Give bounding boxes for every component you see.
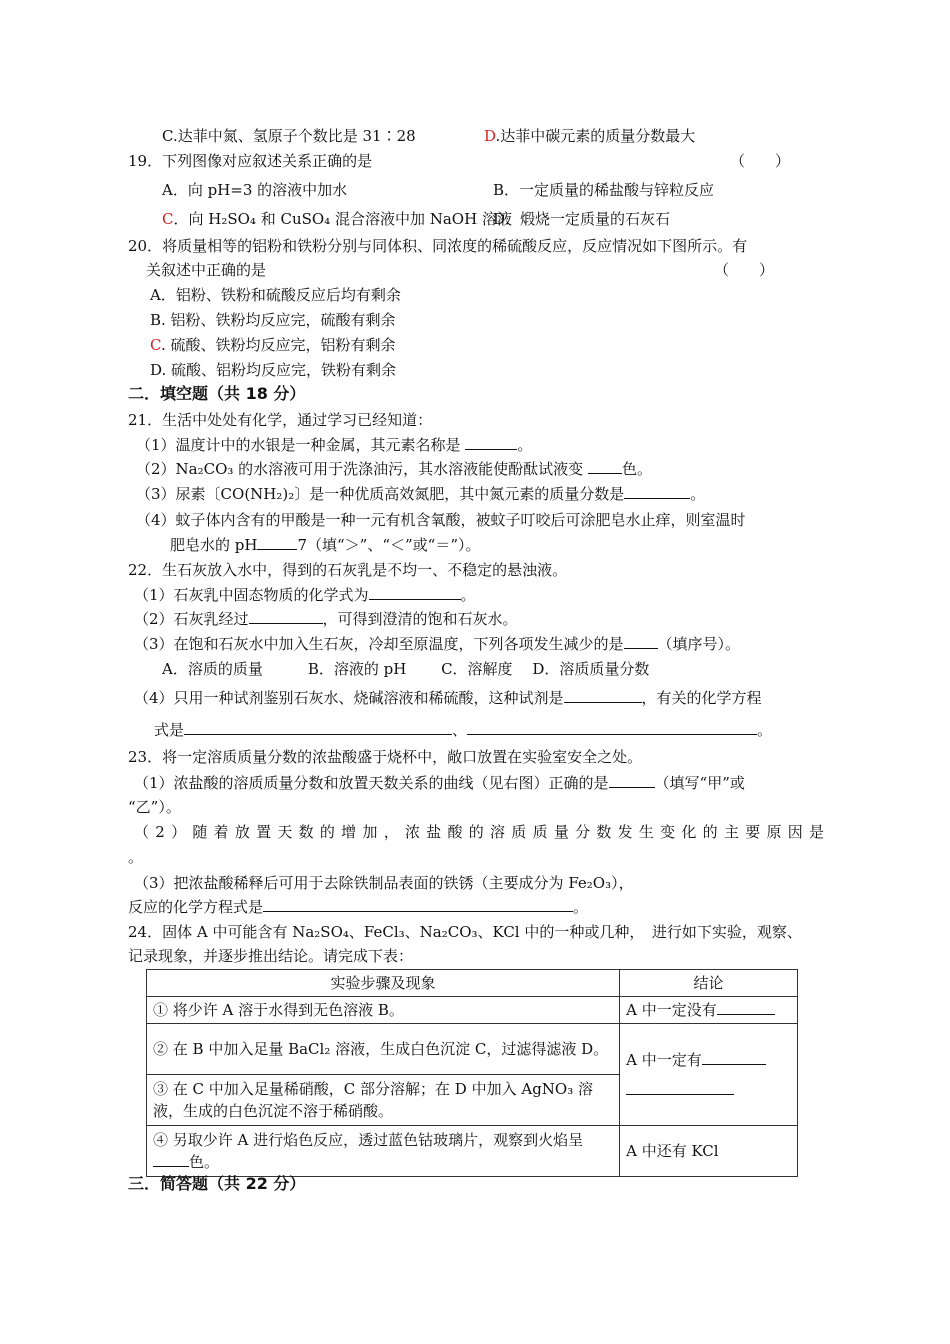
table-row (147, 1126, 798, 1177)
q22-sub3-options: A．溶质的质量 B．溶液的 pH C．溶解度 D．溶质质量分数 (162, 660, 650, 678)
q19-answer-paren: （ ） (730, 152, 791, 170)
q22-sub4-line2: 式是 、 。 (154, 721, 773, 739)
q23-sub1-blank[interactable] (609, 773, 655, 788)
q23-sub1-line2: “乙”）。 (128, 798, 181, 816)
q19-option-c-text: ．向 H₂SO₄ 和 CuSO₄ 混合溶液中加 NaOH 溶液 (173, 210, 512, 228)
q21-sub3: （3）尿素〔CO(NH₂)₂〕是一种优质高效氮肥，其中氮元素的质量分数是 。 (136, 485, 706, 503)
q22-sub3: （3）在饱和石灰水中加入生石灰，冷却至原温度，下列各项发生减少的是 （填序号）。 (134, 635, 741, 653)
q23-sub3-line2: 反应的化学方程式是 。 (128, 898, 589, 916)
q19-option-c-letter: C (162, 210, 174, 228)
q18-option-c: C.达菲中氮、氢原子个数比是 31∶28 (162, 127, 416, 145)
q24-stem-line1: 24．固体 A 中可能含有 Na₂SO₄、FeCl₃、Na₂CO₃、KCl 中的一种或几种， 进行如下实验，观察、 (128, 923, 802, 941)
table-row23-conclusion: A 中一定有 (620, 1024, 798, 1126)
table-row4-blank[interactable] (153, 1152, 189, 1167)
table-row3-step: ③ 在 C 中加入足量稀硝酸，C 部分溶解；在 D 中加入 AgNO₃ 溶液，生成的白色沉淀不溶于稀硝酸。 (147, 1075, 620, 1126)
q19-stem: 19．下列图像对应叙述关系正确的是 (128, 152, 373, 170)
q18-option-d (484, 126, 695, 146)
q20-stem-line1: 20．将质量相等的铝粉和铁粉分别与同体积、同浓度的稀硫酸反应，反应情况如下图所示。有 (128, 237, 748, 255)
table-row1-blank[interactable] (717, 1000, 775, 1015)
q22-sub4-equation2-blank[interactable] (467, 720, 757, 735)
q21-sub4-line1: （4）蚊子体内含有的甲酸是一种一元有机含氧酸，被蚊子叮咬后可涂肥皂水止痒，则室温时 (136, 511, 746, 529)
q20-answer-paren: （ ） (714, 261, 775, 279)
q23-sub1-line1: （1）浓盐酸的溶质质量分数和放置天数关系的曲线（见右图）正确的是 （填写“甲”或 (134, 774, 745, 792)
q24-stem-line2: 记录现象，并逐步推出结论。请完成下表： (128, 947, 414, 965)
q18-option-d-text: .达菲中碳元素的质量分数最大 (495, 127, 696, 145)
q23-stem: 23．将一定溶质质量分数的浓盐酸盛于烧杯中，敞口放置在实验室安全之处。 (128, 748, 643, 766)
q23-sub2-line2: 。 (128, 848, 144, 866)
table-row (147, 997, 798, 1024)
q23-sub3-line1: （3）把浓盐酸稀释后可用于去除铁制品表面的铁锈（主要成分为 Fe₂O₃）， (134, 874, 634, 892)
q20-option-c-letter: C (150, 336, 161, 354)
table-header-conclusion: 结论 (620, 970, 798, 997)
q19-option-b: B．一定质量的稀盐酸与锌粒反应 (493, 181, 715, 199)
q23-sub3-blank[interactable] (263, 897, 573, 912)
q19-option-c (162, 209, 512, 229)
table-header-row (147, 970, 798, 997)
q22-sub2-blank[interactable] (249, 609, 323, 624)
q22-sub2: （2）石灰乳经过 ，可得到澄清的饱和石灰水。 (134, 610, 518, 628)
q22-sub1-blank[interactable] (369, 585, 461, 600)
table-row (147, 1024, 798, 1075)
q19-option-d: D．煅烧一定质量的石灰石 (493, 210, 671, 228)
table-row23-blank1[interactable] (702, 1050, 766, 1065)
q21-sub3-blank[interactable] (624, 484, 690, 499)
q21-sub4-line2: 肥皂水的 pH 7（填“＞”、“＜”或“＝”）。 (170, 536, 481, 554)
q22-sub4-equation1-blank[interactable] (184, 720, 452, 735)
experiment-table (146, 969, 798, 1177)
q21-sub4-blank[interactable] (257, 535, 297, 550)
table-row23-blank2[interactable] (626, 1080, 734, 1095)
q21-sub2-blank[interactable] (588, 459, 622, 474)
table-header-steps: 实验步骤及现象 (147, 970, 620, 997)
q20-option-d: D. 硫酸、铝粉均反应完，铁粉有剩余 (150, 361, 397, 379)
table-row4-step: ④ 另取少许 A 进行焰色反应，透过蓝色钴玻璃片，观察到火焰呈色。 (147, 1126, 620, 1177)
table-row1-step: ① 将少许 A 溶于水得到无色溶液 B。 (147, 997, 620, 1024)
q20-option-a: A．铝粉、铁粉和硫酸反应后均有剩余 (150, 286, 401, 304)
q22-stem: 22．生石灰放入水中，得到的石灰乳是不均一、不稳定的悬浊液。 (128, 561, 568, 579)
q18-option-d-letter: D (484, 127, 496, 145)
table-row1-conclusion: A 中一定没有 (620, 997, 798, 1024)
q22-sub4-reagent-blank[interactable] (564, 688, 642, 703)
table-row2-step: ② 在 B 中加入足量 BaCl₂ 溶液，生成白色沉淀 C，过滤得滤液 D。 (147, 1024, 620, 1075)
q22-sub3-blank[interactable] (624, 634, 658, 649)
section-3-title: 三．简答题（共 22 分） (128, 1174, 306, 1193)
q21-sub2: （2）Na₂CO₃ 的水溶液可用于洗涤油污，其水溶液能使酚酞试液变 色。 (136, 460, 652, 478)
q23-sub2-line1: （2）随着放置天数的增加，浓盐酸的溶质质量分数发生变化的主要原因是 (134, 823, 824, 841)
q21-sub1: （1）温度计中的水银是一种金属，其元素名称是 。 (136, 436, 533, 454)
q20-option-c-text: . 硫酸、铁粉均反应完，铝粉有剩余 (160, 336, 396, 354)
q20-option-c (150, 335, 396, 355)
table-row4-conclusion: A 中还有 KCl (620, 1126, 798, 1177)
section-2-title: 二．填空题（共 18 分） (128, 384, 306, 403)
q21-stem: 21．生活中处处有化学，通过学习已经知道： (128, 411, 433, 429)
q22-sub4-line1: （4）只用一种试剂鉴别石灰水、烧碱溶液和稀硫酸，这种试剂是 ，有关的化学方程 (134, 689, 762, 707)
q21-sub1-blank[interactable] (465, 435, 517, 450)
q20-stem-line2: 关叙述中正确的是 (146, 261, 267, 279)
q19-option-a: A．向 pH=3 的溶液中加水 (162, 181, 348, 199)
q20-option-b: B. 铝粉、铁粉均反应完，硫酸有剩余 (150, 311, 396, 329)
q22-sub1: （1）石灰乳中固态物质的化学式为 。 (134, 586, 476, 604)
